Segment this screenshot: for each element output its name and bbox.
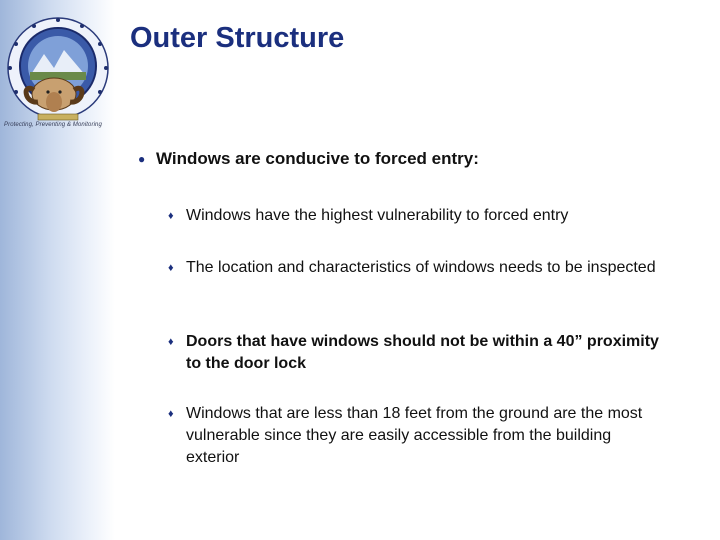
list-item-text: Doors that have windows should not be within a 40” proximity to the door lock [186,333,659,372]
logo-caption: Protecting, Preventing & Monitoring [4,122,102,128]
list-item-text: Windows have the highest vulnerability to forced entry [186,207,569,224]
main-bullet [138,148,479,170]
diamond-bullet-icon: ♦ [168,408,174,420]
list-item [168,331,688,375]
main-bullet-text: Windows are conducive to forced entry: [156,149,479,168]
circle-bullet-icon: ● [138,152,146,166]
list-item [168,257,688,279]
list-item [168,205,688,227]
list-item-text: Windows that are less than 18 feet from the ground are the most vulnerable since they are easily accessible from the building exterior [186,405,643,466]
slide-title: Outer Structure [130,22,345,54]
list-item-text: The location and characteristics of windows needs to be inspected [186,259,656,276]
diamond-bullet-icon: ♦ [168,210,174,222]
diamond-bullet-icon: ♦ [168,336,174,348]
diamond-bullet-icon: ♦ [168,262,174,274]
list-item [168,403,688,469]
